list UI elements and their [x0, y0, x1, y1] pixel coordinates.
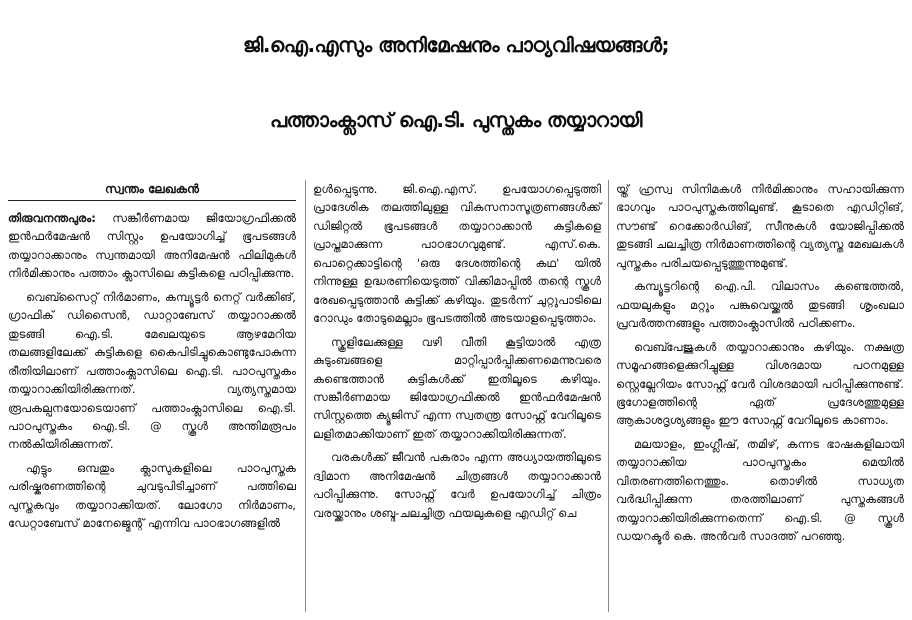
paragraph: എട്ടും ഒമ്പതും ക്ലാസുകളിലെ പാഠപുസ്തക പരിഷ്കരണത്തിന്റെ ചുവടുപിടിച്ചാണ് പത്തിലെ പുസ്തകവും തയ്യാറാക്കിയത്. ലോഗോ നിർമാണം, ഡേറ്റാബേസ് മാനേജ്മെന്റ് എന്നിവ പാഠഭാഗങ്ങളിൽ	[8, 460, 296, 531]
byline: സ്വന്തം ലേഖകൻ	[8, 180, 296, 201]
paragraph: കമ്പ്യൂട്ടറിന്റെ ഐ.പി. വിലാസം കണ്ടെത്തൽ, ഫയലുകളും മറ്റും പങ്കുവെയ്ക്കൽ തുടങ്ങി ശൃംഖലാ പ്രവർത്തനങ്ങളും പത്താംക്ലാസിൽ പഠിക്കണം.	[616, 279, 904, 331]
paragraph: യ്ത് ഹ്രസ്വ സിനിമകൾ നിർമിക്കാനും സഹായിക്കുന്ന ഭാഗവും പാഠപുസ്തകത്തിലുണ്ട്. കൂടാതെ എഡിറ്റിങ്, സൗണ്ട് റെക്കോർഡിങ്, സീനുകൾ യോജിപ്പിക്കൽ തുടങ്ങി ചലച്ചിത്ര നിർമാണത്തിന്റെ വ്യത്യസ്ത മേഖലകൾ പുസ്തകം പരിചയപ്പെടുത്തുന്നുമുണ്ട്.	[616, 182, 904, 270]
headline-line-2: പത്താംക്ലാസ് ഐ.ടി. പുസ്തകം തയ്യാറായി	[270, 108, 642, 132]
paragraph: വരകൾക്ക് ജീവൻ പകരാം എന്ന അധ്യായത്തിലൂടെ ദ്വിമാന അനിമേഷൻ ചിത്രങ്ങൾ തയ്യാറാക്കാൻ പഠിപ്പിക്കുന്നു. സോഫ്റ്റ് വേർ ഉപയോഗിച്ച് ചിത്രം വരയ്ക്കാനും ശബ്ദ-ചലച്ചിത്ര ഫയലുകളെ എഡിറ്റ് ചെ	[313, 450, 601, 520]
article-column-3	[616, 180, 904, 546]
article-column-1	[8, 180, 296, 533]
headline-line-1: ജി.ഐ.എസും അനിമേഷനും പാഠ്യവിഷയങ്ങൾ;	[242, 33, 670, 57]
paragraph: സ്കൂളിലേക്കുള്ള വഴി വീതി കൂട്ടിയാൽ എത്ര കുടുംബങ്ങളെ മാറ്റിപ്പാർപ്പിക്കണമെന്നുവരെ കണ്ടെത്താൻ കുട്ടികൾക്ക് ഇതിലൂടെ കഴിയും. സങ്കീർണമായ ജിയോഗ്രഫിക്കൽ ഇൻഫർമേഷൻ സിസ്റ്റത്തെ ക്യൂജിസ് എന്ന സ്വതന്ത്ര സോഫ്റ്റ് വേറിലൂടെ ലളിതമാക്കിയാണ് ഇത് തയ്യാറാക്കിയിരിക്കുന്നത്.	[313, 334, 601, 441]
paragraph: വെബ്സൈറ്റ് നിർമാണം, കമ്പ്യൂട്ടർ നെറ്റ് വർക്കിങ്, ഗ്രാഫിക് ഡിസൈൻ, ഡാറ്റാബേസ് തയ്യാറാക്കൽ തുടങ്ങി ഐ.ടി. മേഖലയുടെ ആഴമേറിയ തലങ്ങളിലേക്ക് കുട്ടികളെ കൈപിടിച്ചുകൊണ്ടുപോകുന്ന രീതിയിലാണ് പത്താംക്ലാസിലെ ഐ.ടി. പാഠപുസ്തകം തയ്യാറാക്കിയിരിക്കുന്നത്. വ്യത്യസ്തമായ രൂപകല്പനയോടെയാണ് പത്താംക്ലാസിലെ ഐ.ടി. പാഠപുസ്തകം ഐ.ടി. @ സ്കൂൾ അന്തിമരൂപം നൽകിയിരിക്കുന്നത്.	[8, 289, 296, 452]
column-divider	[305, 180, 306, 612]
column-divider	[608, 180, 609, 612]
paragraph: മലയാളം, ഇംഗ്ലീഷ്, തമിഴ്, കന്നട ഭാഷകളിലായി തയ്യാറാക്കിയ പാഠപുസ്തകം മെയിൽ വിതരണത്തിനെത്തും. തൊഴിൽ സാധ്യത വർദ്ധിപ്പിക്കുന്ന തരത്തിലാണ് പുസ്തകങ്ങൾ തയ്യാറാക്കിയിരിക്കുന്നതെന്ന് ഐ.ടി. @ സ്കൂൾ ഡയറക്ടർ കെ. അൻവർ സാദത്ത് പറഞ്ഞു.	[616, 436, 904, 544]
paragraph: ഉൾപ്പെടുന്നു. ജി.ഐ.എസ്. ഉപയോഗപ്പെടുത്തി പ്രാദേശിക തലത്തിലുള്ള വികസനാസൂത്രണങ്ങൾക്ക് ഡിജിറ്റൽ ഭൂപടങ്ങൾ തയ്യാറാക്കാൻ കുട്ടികളെ പ്രാപ്തമാക്കുന്ന പാഠഭാഗവുമുണ്ട്. എസ്.കെ. പൊറ്റെക്കാട്ടിന്റെ 'ഒരു ദേശത്തിന്റെ കഥ' യിൽ നിന്നുള്ള ഉദ്ധരണിയെടുത്ത് വിക്കിമാപ്പിൽ തന്റെ സ്കൂൾ രേഖപ്പെടുത്താൻ കുട്ടിക്ക് കഴിയും. തുടർന്ന് ചുറ്റുപാടിലെ റോഡും തോടുമെല്ലാം ഭൂപടത്തിൽ അടയാളപ്പെടുത്താം.	[313, 182, 601, 326]
lead-paragraph	[8, 209, 296, 283]
dateline: തിരുവനന്തപുരം:	[8, 211, 96, 225]
article-column-2	[313, 180, 601, 522]
lead-text: സങ്കീർണമായ ജിയോഗ്രഫിക്കൽ ഇൻഫർമേഷൻ സിസ്റ്റം ഉപയോഗിച്ച് ഭൂപടങ്ങൾ തയ്യാറാക്കാനും സ്വന്തമായി അനിമേഷൻ ഫിലിമുകൾ നിർമിക്കാനും പത്താം ക്ലാസിലെ കുട്ടികളെ പഠിപ്പിക്കുന്നു.	[8, 211, 296, 281]
paragraph: വെബ്പേജുകൾ തയ്യാറാക്കാനും കഴിയും. നക്ഷത്ര സമൂഹങ്ങളെക്കുറിച്ചുള്ള വിശദമായ പഠനമുള്ള സ്റ്റെല്ലേറിയം സോഫ്റ്റ് വേർ വിശദമായി പഠിപ്പിക്കുന്നുണ്ട്. ഭൂഗോളത്തിന്റെ ഏത് പ്രദേശത്തുമുള്ള ആകാശദൃശ്യങ്ങളും ഈ സോഫ്റ്റ് വേറിലൂടെ കാണാം.	[616, 339, 904, 428]
